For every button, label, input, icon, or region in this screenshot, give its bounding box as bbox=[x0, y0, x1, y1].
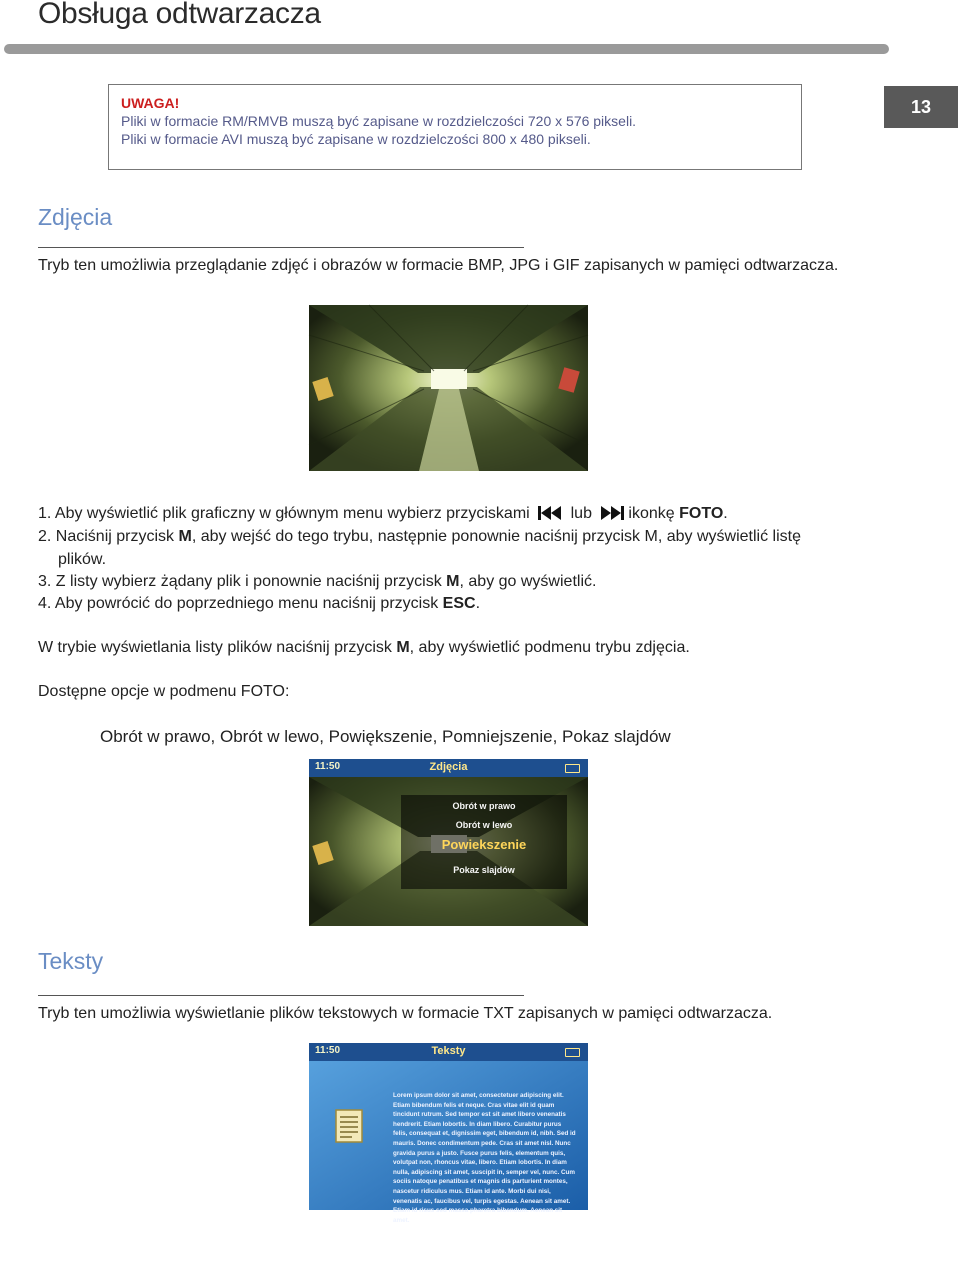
skip-back-icon bbox=[538, 506, 562, 520]
step-2-key: M bbox=[178, 528, 192, 545]
screen-status-bar bbox=[309, 759, 588, 777]
screen-time: 11:50 bbox=[315, 761, 341, 772]
step-4 bbox=[38, 595, 480, 613]
submenu-label: Dostępne opcje w podmenu FOTO: bbox=[38, 683, 290, 700]
step-4-end: . bbox=[475, 595, 481, 612]
step-1 bbox=[38, 505, 728, 523]
step-3-end: , aby go wyświetlić. bbox=[459, 573, 597, 590]
warning-line: Pliki w formacie RM/RMVB muszą być zapisane w rozdzielczości 720 x 576 pikseli. bbox=[121, 113, 637, 129]
step-2-text-rest: , aby wejść do tego trybu, następnie ponownie naciśnij przycisk M, aby wyświetlić listę bbox=[191, 528, 801, 545]
step-1-foto: FOTO bbox=[679, 505, 724, 522]
screen-title: Teksty bbox=[431, 1045, 466, 1057]
step-1-icon-word: ikonkę bbox=[628, 505, 675, 522]
menu-item[interactable]: Obrót w lewo bbox=[455, 820, 513, 830]
step-4-key: ESC bbox=[442, 595, 476, 612]
menu-item[interactable]: Pokaz slajdów bbox=[453, 865, 515, 875]
screen-time: 11:50 bbox=[315, 1045, 341, 1056]
step-3 bbox=[38, 573, 596, 591]
photo-submenu bbox=[401, 795, 567, 889]
step-1-or: lub bbox=[570, 505, 592, 522]
text-content: Lorem ipsum dolor sit amet, consectetuer adipiscing elit. Etiam bibendum felis et neque. Cras vitae elit id quam tincidunt rutrum. Sed tempor est sit amet libero venenatis hendrerit. Etiam lobortis. In diam libero. Curabitur purus felis, consequat et, dignissim eget, bibendum id, nibh. Sed id mauris. Donec condimentum pede. Cras sit amet nisl. Nunc gravida purus a justo. Fusce purus felis, elementum quis, volutpat non, rhoncus vitae, libero. Etiam lobortis. In diam nulla, adipiscing sit amet, suscipit in, semper vel, nunc. Cum sociis natoque penatibus et magnis dis parturient montes, nascetur ridiculus mus. Etiam id ante. Morbi dui nisi, venenatis ac, faucibus vel, turpis egestas. Aenean sit amet. Etiam id risus sed massa pharetra bibendum. Aenean sit amet. bbox=[393, 1092, 576, 1224]
photo-screenshot bbox=[309, 305, 588, 471]
warning-box bbox=[108, 84, 802, 170]
list-mode-key: M bbox=[396, 639, 410, 656]
step-3-key: M bbox=[446, 573, 460, 590]
text-document-icon bbox=[335, 1109, 363, 1143]
step-3-text: 3. Z listy wybierz żądany plik i ponownie naciśnij przycisk bbox=[38, 573, 442, 590]
list-mode-note bbox=[38, 639, 690, 657]
step-1-end: . bbox=[723, 505, 728, 522]
warning-title: UWAGA! bbox=[121, 95, 180, 111]
section-title-photos: Zdjęcia bbox=[38, 204, 113, 230]
screen-title: Zdjęcia bbox=[429, 761, 468, 773]
submenu-options: Obrót w prawo, Obrót w lewo, Powiększenie, Pomniejszenie, Pokaz slajdów bbox=[100, 727, 671, 746]
photos-intro: Tryb ten umożliwia przeglądanie zdjęć i obrazów w formacie BMP, JPG i GIF zapisanych w pamięci odtwarzacza. bbox=[38, 257, 839, 274]
step-2 bbox=[38, 528, 801, 546]
section-divider bbox=[38, 247, 524, 248]
photo-submenu-screenshot bbox=[309, 759, 588, 926]
battery-icon bbox=[565, 1048, 580, 1057]
menu-item-selected[interactable]: Powiekszenie bbox=[441, 837, 527, 852]
texts-intro: Tryb ten umożliwia wyświetlanie plików tekstowych w formacie TXT zapisanych w pamięci odtwarzacza. bbox=[38, 1005, 773, 1022]
section-divider bbox=[38, 995, 524, 996]
list-mode-text: W trybie wyświetlania listy plików naciśnij przycisk bbox=[38, 639, 392, 656]
section-title-texts: Teksty bbox=[38, 948, 104, 974]
step-4-text: 4. Aby powrócić do poprzedniego menu naciśnij przycisk bbox=[38, 595, 439, 612]
step-1-text: 1. Aby wyświetlić plik graficzny w głównym menu wybierz przyciskami bbox=[38, 505, 530, 522]
warning-line: Pliki w formacie AVI muszą być zapisane w rozdzielczości 800 x 480 pikseli. bbox=[121, 131, 591, 147]
skip-forward-icon bbox=[600, 506, 624, 520]
page-title: Obsługa odtwarzacza bbox=[38, 0, 321, 30]
step-2-continuation: plików. bbox=[58, 551, 107, 568]
header-divider bbox=[4, 44, 889, 54]
list-mode-text-rest: , aby wyświetlić podmenu trybu zdjęcia. bbox=[409, 639, 690, 656]
menu-item[interactable]: Obrót w prawo bbox=[452, 801, 516, 811]
page-number-tab: 13 bbox=[884, 86, 958, 128]
text-reader-screenshot bbox=[309, 1043, 588, 1224]
step-2-text: 2. Naciśnij przycisk bbox=[38, 528, 175, 545]
battery-icon bbox=[565, 764, 580, 773]
screen-status-bar bbox=[309, 1043, 588, 1061]
